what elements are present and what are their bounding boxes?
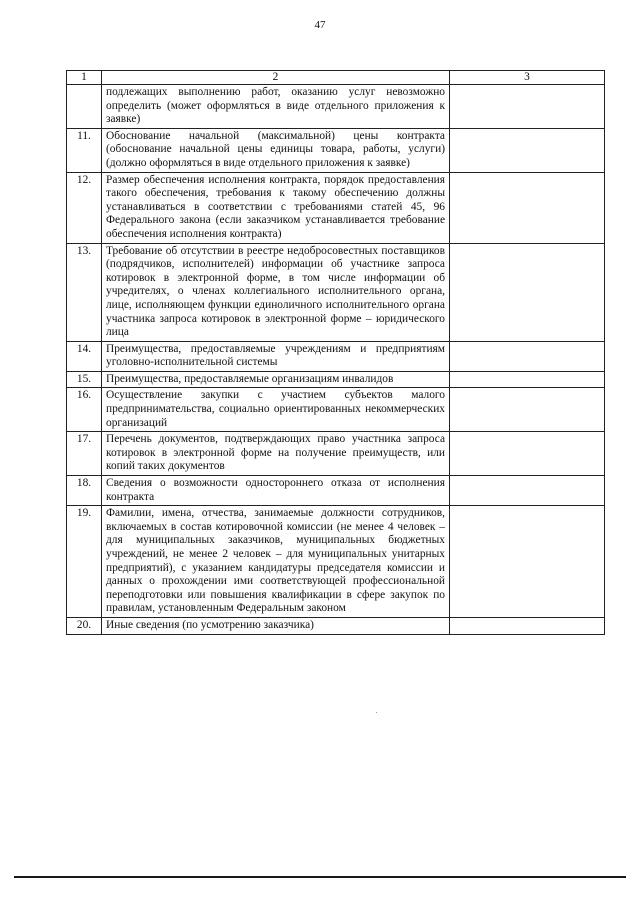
row-description-cell: Преимущества, предоставляемые организациям инвалидов [102, 371, 450, 388]
row-description-cell: Перечень документов, подтверждающих право участника запроса котировок в электронной форме на получение преимуществ, или копий таких документов [102, 432, 450, 476]
scan-speck [376, 712, 377, 713]
table-row [67, 476, 605, 506]
row-value-cell [450, 432, 605, 476]
table-row [67, 617, 605, 634]
table-row [67, 371, 605, 388]
row-value-cell [450, 388, 605, 432]
row-number-cell: 11. [67, 128, 102, 172]
table-header-row [67, 71, 605, 85]
row-number-cell: 15. [67, 371, 102, 388]
row-value-cell [450, 128, 605, 172]
row-description-cell: Осуществление закупки с участием субъектов малого предпринимательства, социально ориентированных некоммерческих организаций [102, 388, 450, 432]
table-row [67, 506, 605, 618]
row-number-cell: 16. [67, 388, 102, 432]
row-number-cell: 17. [67, 432, 102, 476]
requirements-table [66, 70, 605, 635]
row-value-cell [450, 243, 605, 341]
row-number-cell: 13. [67, 243, 102, 341]
row-description-cell: Иные сведения (по усмотрению заказчика) [102, 617, 450, 634]
row-description-cell: Размер обеспечения исполнения контракта, порядок предоставления такого обеспечения, требования к такому обеспечению должны устанавливаться в соответствии с требованиями статей 45, 96 Федерального закона (если заказчиком устанавливается требование обеспечения исполнения контракта) [102, 172, 450, 243]
row-value-cell [450, 506, 605, 618]
row-number-cell: 19. [67, 506, 102, 618]
row-value-cell [450, 341, 605, 371]
column-header-number: 1 [67, 71, 102, 85]
column-header-description: 2 [102, 71, 450, 85]
table-row [67, 388, 605, 432]
row-number-cell: 14. [67, 341, 102, 371]
table-row [67, 243, 605, 341]
table-row [67, 85, 605, 129]
row-value-cell [450, 371, 605, 388]
row-description-cell: Фамилии, имена, отчества, занимаемые должности сотрудников, включаемых в состав котировочной комиссии (не менее 4 человек – для муниципальных заказчиков, муниципальных бюджетных учреждений, не менее 2 человек – для муниципальных унитарных предприятий), с указанием кандидатуры председателя комиссии и данных о прохождении ими соответствующей профессиональной переподготовки или повышения квалификации в сфере закупок по правилам, установленным Федеральным законом [102, 506, 450, 618]
row-value-cell [450, 85, 605, 129]
row-value-cell [450, 476, 605, 506]
row-description-cell: подлежащих выполнению работ, оказанию услуг невозможно определить (может оформляться в виде отдельного приложения к заявке) [102, 85, 450, 129]
bottom-rule [14, 876, 626, 878]
table-row [67, 128, 605, 172]
table-row [67, 432, 605, 476]
row-number-cell [67, 85, 102, 129]
row-description-cell: Обоснование начальной (максимальной) цены контракта (обоснование начальной цены единицы товара, работы, услуги) (должно оформляться в виде отдельного приложения к заявке) [102, 128, 450, 172]
page-number: 47 [314, 19, 326, 31]
column-header-value: 3 [450, 71, 605, 85]
table-row [67, 341, 605, 371]
row-description-cell: Требование об отсутствии в реестре недобросовестных поставщиков (подрядчиков, исполнителей) информации об участнике запроса котировок в электронной форме, в том числе информации об учредителях, о членах коллегиального исполнительного органа, лице, исполняющем функции единоличного исполнительного органа участника запроса котировок в электронной форме – юридического лица [102, 243, 450, 341]
row-number-cell: 12. [67, 172, 102, 243]
row-number-cell: 18. [67, 476, 102, 506]
row-description-cell: Преимущества, предоставляемые учреждениям и предприятиям уголовно-исполнительной системы [102, 341, 450, 371]
row-number-cell: 20. [67, 617, 102, 634]
row-value-cell [450, 617, 605, 634]
table-row [67, 172, 605, 243]
row-value-cell [450, 172, 605, 243]
row-description-cell: Сведения о возможности одностороннего отказа от исполнения контракта [102, 476, 450, 506]
